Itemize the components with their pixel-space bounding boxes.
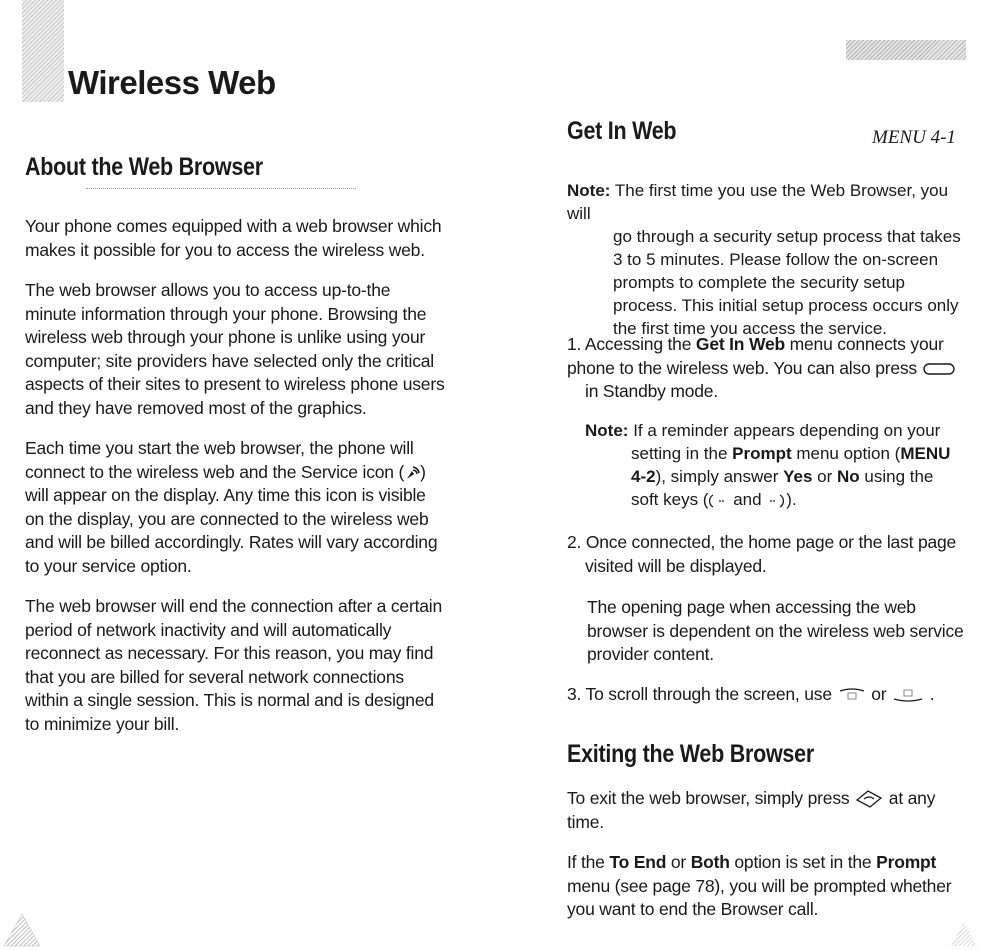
note-text: The first time you use the Web Browser, you will [567, 181, 949, 223]
note-text-continued [585, 442, 965, 511]
step-3 [567, 683, 967, 707]
note-label: Note: [585, 421, 629, 440]
step-2-detail: The opening page when accessing the web browser is dependent on the wireless web service provider content. [587, 597, 964, 664]
menu-code-ref: MENU 4-2 [631, 444, 951, 486]
note-reminder [585, 419, 965, 511]
paragraph-text: If the [567, 852, 610, 872]
paragraph-intro: Your phone comes equipped with a web browser which makes it possible for you to access the wireless web. [25, 216, 442, 260]
step-2 [567, 531, 967, 578]
step-text: 1. Accessing the [567, 334, 696, 354]
option-yes: Yes [783, 467, 813, 486]
option-to-end: To End [609, 852, 667, 872]
paragraph-text: To exit the web browser, simply press [567, 788, 850, 808]
chapter-title: Wireless Web [68, 64, 276, 101]
nav-up-key-icon [837, 687, 867, 703]
right-soft-key-icon [766, 493, 786, 509]
note-text: setting in the [631, 444, 733, 463]
page-corner-triangle-icon [944, 918, 978, 948]
note-text: If a reminder appears depending on your [633, 421, 941, 440]
note-text: or [812, 467, 837, 486]
paragraph-service-icon [25, 437, 445, 578]
exit-prompt-paragraph [567, 851, 967, 922]
left-column-body [25, 215, 445, 753]
paragraph-text: Each time you start the web browser, the phone will connect to the wireless web and the Service icon ( [25, 438, 414, 482]
section-title-about: About the Web Browser [25, 153, 263, 181]
exit-paragraph [567, 787, 967, 834]
left-soft-key-icon [708, 493, 728, 509]
step-text: . [929, 684, 935, 704]
step-text: 2. Once connected, the home page or the last page visited will be displayed. [567, 532, 957, 576]
page-corner-triangle-icon [2, 912, 42, 948]
paragraph-text: or [666, 852, 691, 872]
paragraph-inactivity: The web browser will end the connection after a certain period of network inactivity and will automatically reconnect as necessary. For this reason, you may find that you are billed for several network connections within a single session. This is normal and is designed to minimize your bill. [25, 596, 443, 734]
step-text: in Standby mode. [585, 381, 718, 401]
paragraph-text: ) will appear on the display. Any time this icon is visible on the display, you are connected to the wireless web and will be billed accordingly. Rates will vary according to your service option. [25, 461, 438, 576]
paragraph-text: at any time. [567, 788, 936, 832]
menu-name: Get In Web [695, 334, 785, 354]
paragraph-browsing: The web browser allows you to access up-to-the minute information through your phone. Browsing the wireless web through your phone is unlike using your computer; site providers have selected only the critical aspects of their sites to present to wireless phone users and they have removed most of the graphics. [25, 280, 445, 418]
step-text: 3. To scroll through the screen, use [567, 684, 832, 704]
section-title-get-in-web: Get In Web [567, 117, 677, 145]
note-text: using the soft keys ( [631, 467, 934, 509]
menu-code: MENU 4-1 [872, 127, 956, 148]
service-icon [404, 465, 420, 481]
note-text: ), simply answer [655, 467, 784, 486]
section-divider [86, 188, 356, 189]
chapter-tab-decoration [22, 0, 64, 102]
option-both: Both [690, 852, 730, 872]
step-text: menu connects your phone to the wireless web. You can also press [567, 334, 944, 378]
note-label: Note: [567, 181, 611, 200]
paragraph-text: option is set in the [729, 852, 877, 872]
note-security-setup [567, 179, 969, 340]
option-no: No [836, 467, 860, 486]
step-text: or [871, 684, 887, 704]
header-tab-decoration [846, 40, 966, 60]
nav-down-key-icon [891, 687, 925, 703]
end-key-icon [854, 788, 884, 810]
browser-key-icon [922, 362, 956, 376]
menu-name: Prompt [876, 852, 937, 872]
note-text: and [728, 490, 767, 509]
note-text: ). [786, 490, 797, 509]
note-text-continued: go through a security setup process that takes 3 to 5 minutes. Please follow the on-screen prompts to complete the security setup process. This initial setup process occurs only the first time you access the service. [613, 227, 961, 338]
menu-name: Prompt [732, 444, 792, 463]
section-title-exiting: Exiting the Web Browser [567, 740, 814, 768]
paragraph-text: menu (see page 78), you will be prompted whether you want to end the Browser call. [567, 875, 952, 919]
step-1 [567, 333, 971, 404]
note-text: menu option ( [791, 444, 901, 463]
